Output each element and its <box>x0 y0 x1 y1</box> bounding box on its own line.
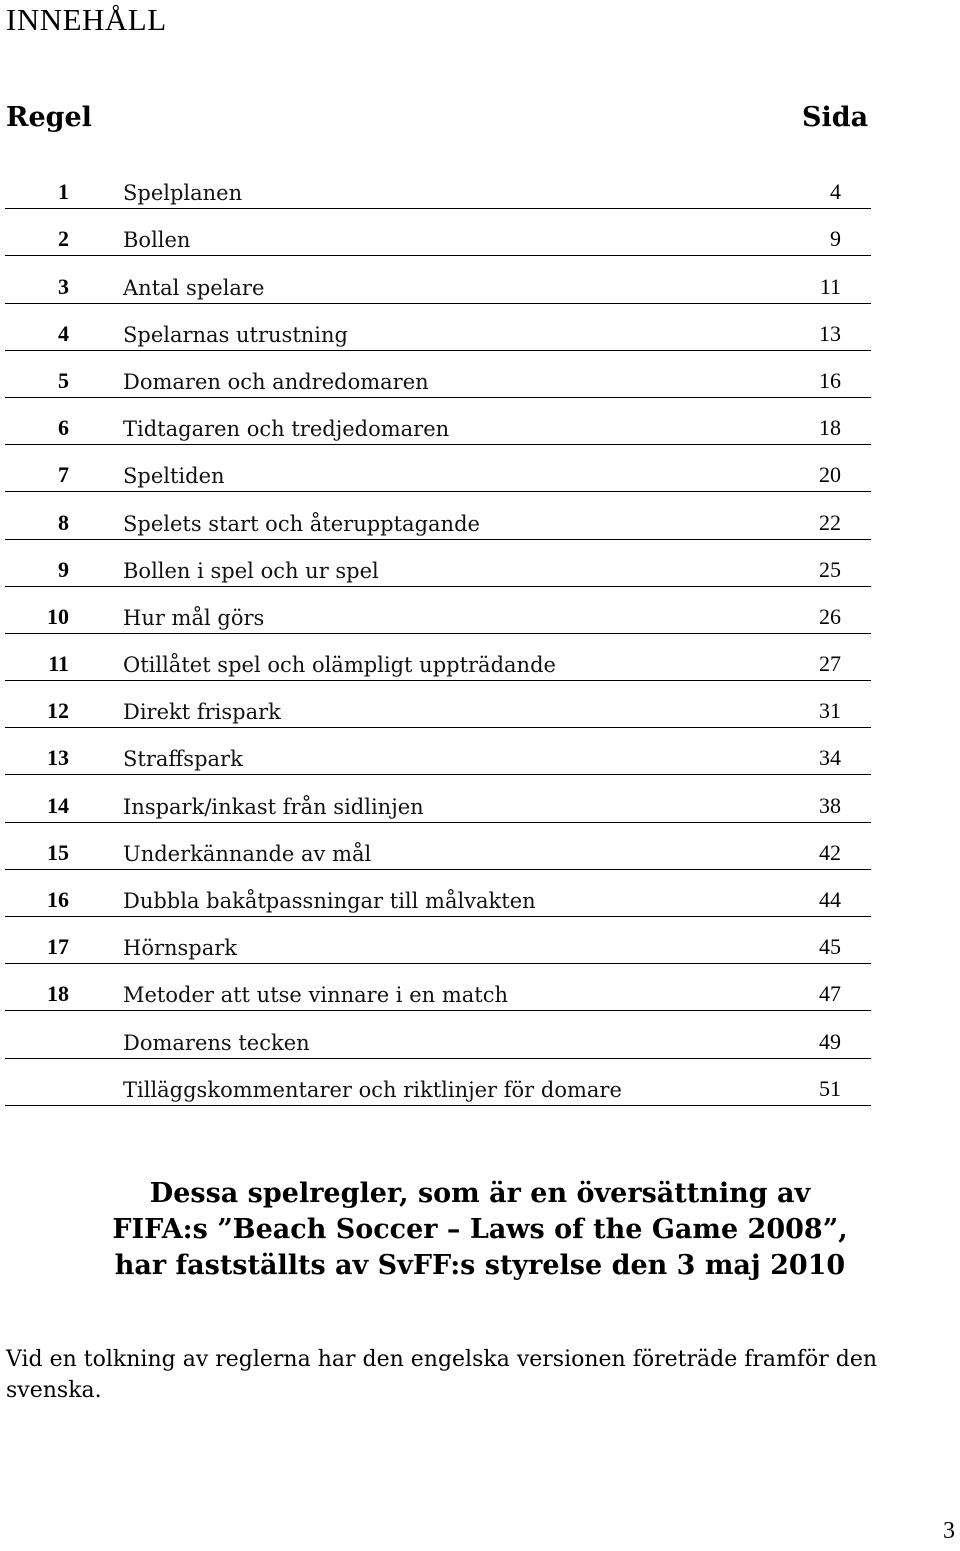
rule-title: Antal spelare <box>123 275 265 300</box>
rule-title: Inspark/inkast från sidlinjen <box>123 794 424 819</box>
page-number-ref: 47 <box>819 981 841 1007</box>
page-number-ref: 27 <box>819 651 841 677</box>
rule-title: Bollen i spel och ur spel <box>123 558 379 583</box>
toc-row <box>5 304 871 351</box>
page-number-ref: 16 <box>819 367 841 393</box>
rule-number: 13 <box>47 745 69 771</box>
page-column-header: Sida <box>802 102 869 133</box>
page-number-ref: 34 <box>819 745 841 771</box>
rule-number: 12 <box>47 698 69 724</box>
rule-number: 15 <box>47 839 69 865</box>
toc-row <box>5 775 871 822</box>
toc-row <box>5 681 871 728</box>
page-number-ref: 13 <box>819 320 841 346</box>
page-number-ref: 25 <box>819 556 841 582</box>
rule-number: 5 <box>58 367 69 393</box>
rule-title: Spelets start och återupptagande <box>123 511 480 536</box>
rule-number: 2 <box>58 226 69 252</box>
rule-number: 1 <box>58 179 69 205</box>
rule-number: 10 <box>47 603 69 629</box>
rule-number: 18 <box>47 981 69 1007</box>
rule-number: 7 <box>58 462 69 488</box>
rule-column-header: Regel <box>6 102 92 133</box>
rule-number: 8 <box>58 509 69 535</box>
page-number-ref: 49 <box>819 1028 841 1054</box>
rule-title: Spelplanen <box>123 181 243 206</box>
page-number-ref: 45 <box>819 934 841 960</box>
page-number-ref: 26 <box>819 603 841 629</box>
rule-title: Hörnspark <box>123 936 238 961</box>
toc-row <box>5 162 871 209</box>
rule-title: Tidtagaren och tredjedomaren <box>123 417 450 442</box>
rule-title: Domaren och andredomaren <box>123 369 429 394</box>
toc-row <box>5 209 871 256</box>
rule-number: 14 <box>47 792 69 818</box>
rule-title: Otillåtet spel och olämpligt uppträdande <box>123 653 556 678</box>
toc-row <box>5 587 871 634</box>
rule-title: Dubbla bakåtpassningar till målvakten <box>123 889 536 913</box>
rule-title: Spelarnas utrustning <box>123 322 348 347</box>
rule-title: Straffspark <box>123 747 243 772</box>
toc-row <box>5 964 871 1011</box>
rule-title: Metoder att utse vinnare i en match <box>123 983 508 1008</box>
adoption-statement <box>0 1176 960 1284</box>
page-number-ref: 38 <box>819 792 841 818</box>
toc-row <box>5 445 871 492</box>
page-number-ref: 9 <box>830 226 841 252</box>
toc-row <box>5 917 871 964</box>
rule-title: Speltiden <box>123 464 225 489</box>
rule-number: 16 <box>47 887 69 912</box>
toc-row <box>5 351 871 398</box>
toc-row <box>5 728 871 775</box>
rule-title: Underkännande av mål <box>123 841 372 866</box>
page-number-ref: 20 <box>819 462 841 488</box>
page-number-ref: 4 <box>830 179 841 205</box>
toc-row <box>5 540 871 587</box>
page-number-ref: 31 <box>819 698 841 724</box>
page-number: 3 <box>943 1518 955 1544</box>
toc-row <box>5 492 871 539</box>
toc-row <box>5 398 871 445</box>
page-number-ref: 42 <box>819 839 841 865</box>
statement-line: har fastställts av SvFF:s styrelse den 3 maj 2010 <box>114 1250 846 1281</box>
interpretation-note: Vid en tolkning av reglerna har den engelska versionen företräde framför den svenska. <box>6 1347 878 1403</box>
toc-row <box>5 1011 871 1058</box>
rule-title: Domarens tecken <box>123 1030 310 1055</box>
statement-line: Dessa spelregler, som är en översättning av <box>149 1178 811 1209</box>
toc-row <box>5 870 871 917</box>
page-number-ref: 44 <box>819 887 841 912</box>
rule-title: Bollen <box>123 228 191 253</box>
rule-number: 6 <box>58 415 69 441</box>
rule-title: Hur mål görs <box>123 605 265 630</box>
rule-number: 11 <box>48 651 69 677</box>
toc-row <box>5 256 871 303</box>
toc-row <box>5 634 871 681</box>
page-number-ref: 11 <box>819 273 841 299</box>
rule-title: Direkt frispark <box>123 700 281 725</box>
rule-number: 17 <box>47 934 69 960</box>
page-title: INNEHÅLL <box>6 2 167 37</box>
page-number-ref: 18 <box>819 415 841 441</box>
page-number-ref: 51 <box>819 1075 841 1101</box>
rule-title: Tilläggskommentarer och riktlinjer för domare <box>123 1077 622 1102</box>
toc-row <box>5 823 871 870</box>
rule-number: 3 <box>58 273 69 299</box>
rule-number: 9 <box>58 556 69 582</box>
statement-line: FIFA:s ”Beach Soccer – Laws of the Game 2008”, <box>112 1214 848 1245</box>
rule-number: 4 <box>58 320 69 346</box>
table-of-contents <box>5 162 871 1106</box>
toc-row <box>5 1059 871 1106</box>
page-number-ref: 22 <box>819 509 841 535</box>
